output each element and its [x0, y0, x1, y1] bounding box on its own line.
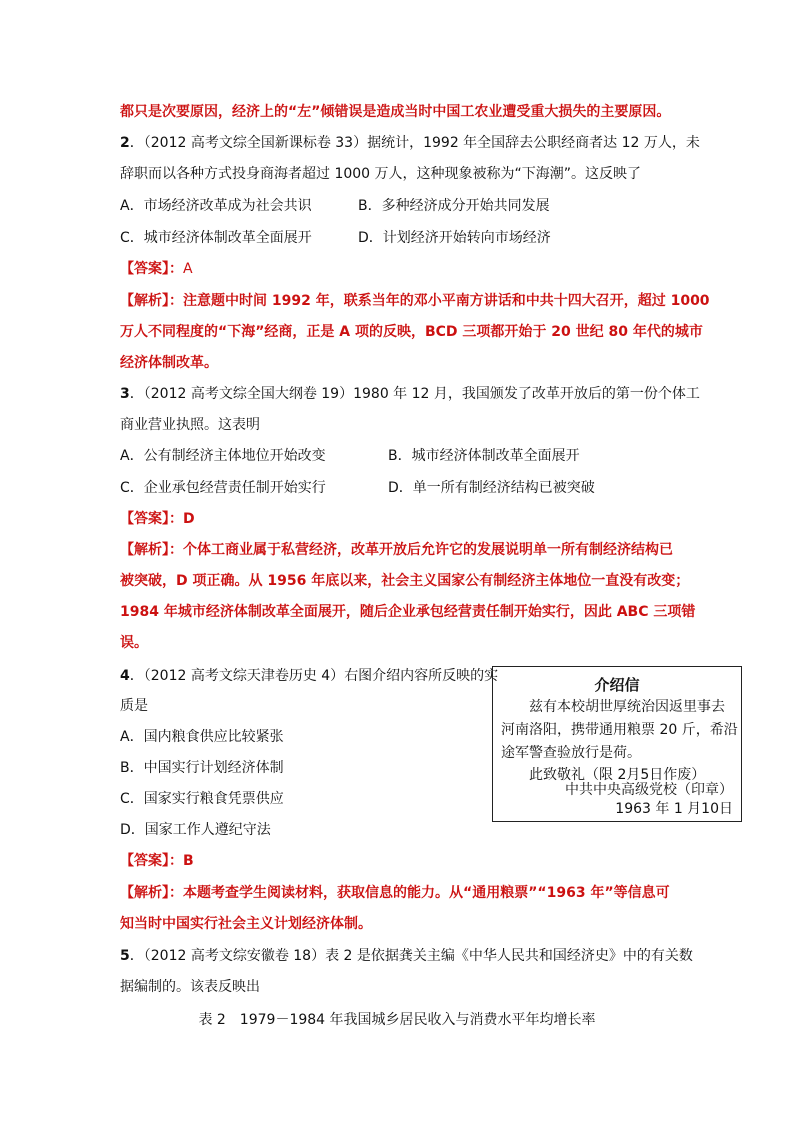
- q3-answer: [120, 509, 195, 529]
- q4-option-c: C．国家实行粮食凭票供应: [120, 791, 284, 807]
- q2-text: 据统计，1992 年全国辞去公职经商者达 12 万人，未: [367, 135, 700, 151]
- q3-option-d: D．单一所有制经济结构已被突破: [388, 480, 595, 496]
- q4-option-a: A．国内粮食供应比较紧张: [120, 729, 284, 745]
- q3-analysis-label: 【解析】：: [120, 542, 183, 558]
- q2-answer-label: 【答案】：: [120, 261, 183, 277]
- letter-date: 1963 年 1 月10日: [615, 801, 733, 817]
- letter-line-4: 此致敬礼（限 2月5日作废）: [529, 767, 706, 783]
- letter-title: 介绍信: [594, 676, 640, 694]
- q4-number: 4: [120, 668, 130, 684]
- table-caption: 表 2 1979－1984 年我国城乡居民收入与消费水平年均增长率: [198, 1012, 596, 1028]
- q3-analysis-line4: 误。: [120, 635, 148, 651]
- letter-line-3: 途军警查验放行是荷。: [501, 745, 641, 761]
- q2-stem-line2: 辞职而以各种方式投身商海者超过 1000 万人，这种现象被称为“下海潮”。这反映了: [120, 166, 642, 182]
- q2-option-a: A．市场经济改革成为社会共识: [120, 198, 312, 214]
- q4-stem-line1: 4．（2012 高考文综天津卷历史 4）右图介绍内容所反映的实: [120, 668, 499, 684]
- q3-analysis-line1: 【解析】：个体工商业属于私营经济，改革开放后允许它的发展说明单一所有制经济结构已: [120, 542, 673, 558]
- q4-answer-label: 【答案】：: [120, 853, 183, 869]
- q2-option-d: D．计划经济开始转向市场经济: [358, 230, 551, 246]
- q5-stem-line2: 据编制的。该表反映出: [120, 979, 260, 995]
- q3-answer-label: 【答案】：: [120, 511, 183, 527]
- q3-answer-value: D: [183, 511, 195, 527]
- q4-answer-value: B: [183, 853, 194, 869]
- q3-stem-line2: 商业营业执照。这表明: [120, 417, 260, 433]
- q3-option-b: B．城市经济体制改革全面展开: [388, 448, 580, 464]
- q5-number: 5: [120, 948, 130, 964]
- q4-answer: [120, 851, 194, 871]
- q3-option-a: A．公有制经济主体地位开始改变: [120, 448, 326, 464]
- q2-option-b: B．多种经济成分开始共同发展: [358, 198, 550, 214]
- q4-analysis-line2: 知当时中国实行社会主义计划经济体制。: [120, 916, 372, 932]
- q4-option-b: B．中国实行计划经济体制: [120, 760, 284, 776]
- q4-analysis-line1: 【解析】：本题考查学生阅读材料，获取信息的能力。从“通用粮票”“1963 年”等信息可: [120, 885, 670, 901]
- q2-option-c: C．城市经济体制改革全面展开: [120, 230, 312, 246]
- q2-analysis-line1: 【解析】：注意题中时间 1992 年，联系当年的邓小平南方讲话和中共十四大召开，超过 1000: [120, 293, 710, 309]
- q4-analysis-label: 【解析】：: [120, 885, 183, 901]
- q4-text: 右图介绍内容所反映的实: [344, 668, 499, 684]
- q2-number: 2: [120, 135, 130, 151]
- q5-source: （2012 高考文综安徽卷 18）: [143, 948, 326, 964]
- q3-number: 3: [120, 386, 130, 402]
- q4-option-d: D．国家工作人遵纪守法: [120, 822, 271, 838]
- q2-answer: [120, 259, 193, 279]
- q3-analysis-line3: 1984 年城市经济体制改革全面展开，随后企业承包经营责任制开始实行，因此 ABC 三项错: [120, 604, 696, 620]
- letter-line-2: 河南洛阳，携带通用粮票 20 斤，希沿: [501, 722, 738, 738]
- q2-analysis-line3: 经济体制改革。: [120, 355, 218, 371]
- q5-text: 表 2 是依据龚关主编《中华人民共和国经济史》中的有关数: [325, 948, 693, 964]
- q2-source: （2012 高考文综全国新课标卷 33）: [143, 135, 368, 151]
- q1-tail-text: 都只是次要原因，经济上的“左”倾错误是造成当时中国工农业遭受重大损失的主要原因。: [120, 104, 671, 120]
- q2-analysis-line2: 万人不同程度的“下海”经商，正是 A 项的反映，BCD 三项都开始于 20 世纪 80 年代的城市: [120, 324, 703, 340]
- letter-signature: 中共中央高级党校（印章）: [565, 782, 733, 798]
- q3-stem-line1: 3．（2012 高考文综全国大纲卷 19）1980 年 12 月，我国颁发了改革开放后的第一份个体工: [120, 386, 700, 402]
- q2-analysis-label: 【解析】：: [120, 293, 183, 309]
- q3-analysis-line2: 被突破，D 项正确。从 1956 年底以来，社会主义国家公有制经济主体地位一直没有改变；: [120, 573, 690, 589]
- q3-source: （2012 高考文综全国大纲卷 19）: [143, 386, 354, 402]
- q3-option-c: C．企业承包经营责任制开始实行: [120, 480, 326, 496]
- introduction-letter: [492, 666, 742, 822]
- q4-source: （2012 高考文综天津卷历史 4）: [143, 668, 345, 684]
- q2-stem-line1: 2．（2012 高考文综全国新课标卷 33）据统计，1992 年全国辞去公职经商者达 12 万人，未: [120, 135, 700, 151]
- letter-line-1: 兹有本校胡世厚统治因返里事去: [529, 699, 725, 715]
- q3-text: 1980 年 12 月，我国颁发了改革开放后的第一份个体工: [353, 386, 700, 402]
- q5-stem-line1: 5．（2012 高考文综安徽卷 18）表 2 是依据龚关主编《中华人民共和国经济史》中的有关数: [120, 948, 693, 964]
- q2-answer-value: A: [183, 261, 193, 277]
- q4-stem-line2: 质是: [120, 698, 148, 714]
